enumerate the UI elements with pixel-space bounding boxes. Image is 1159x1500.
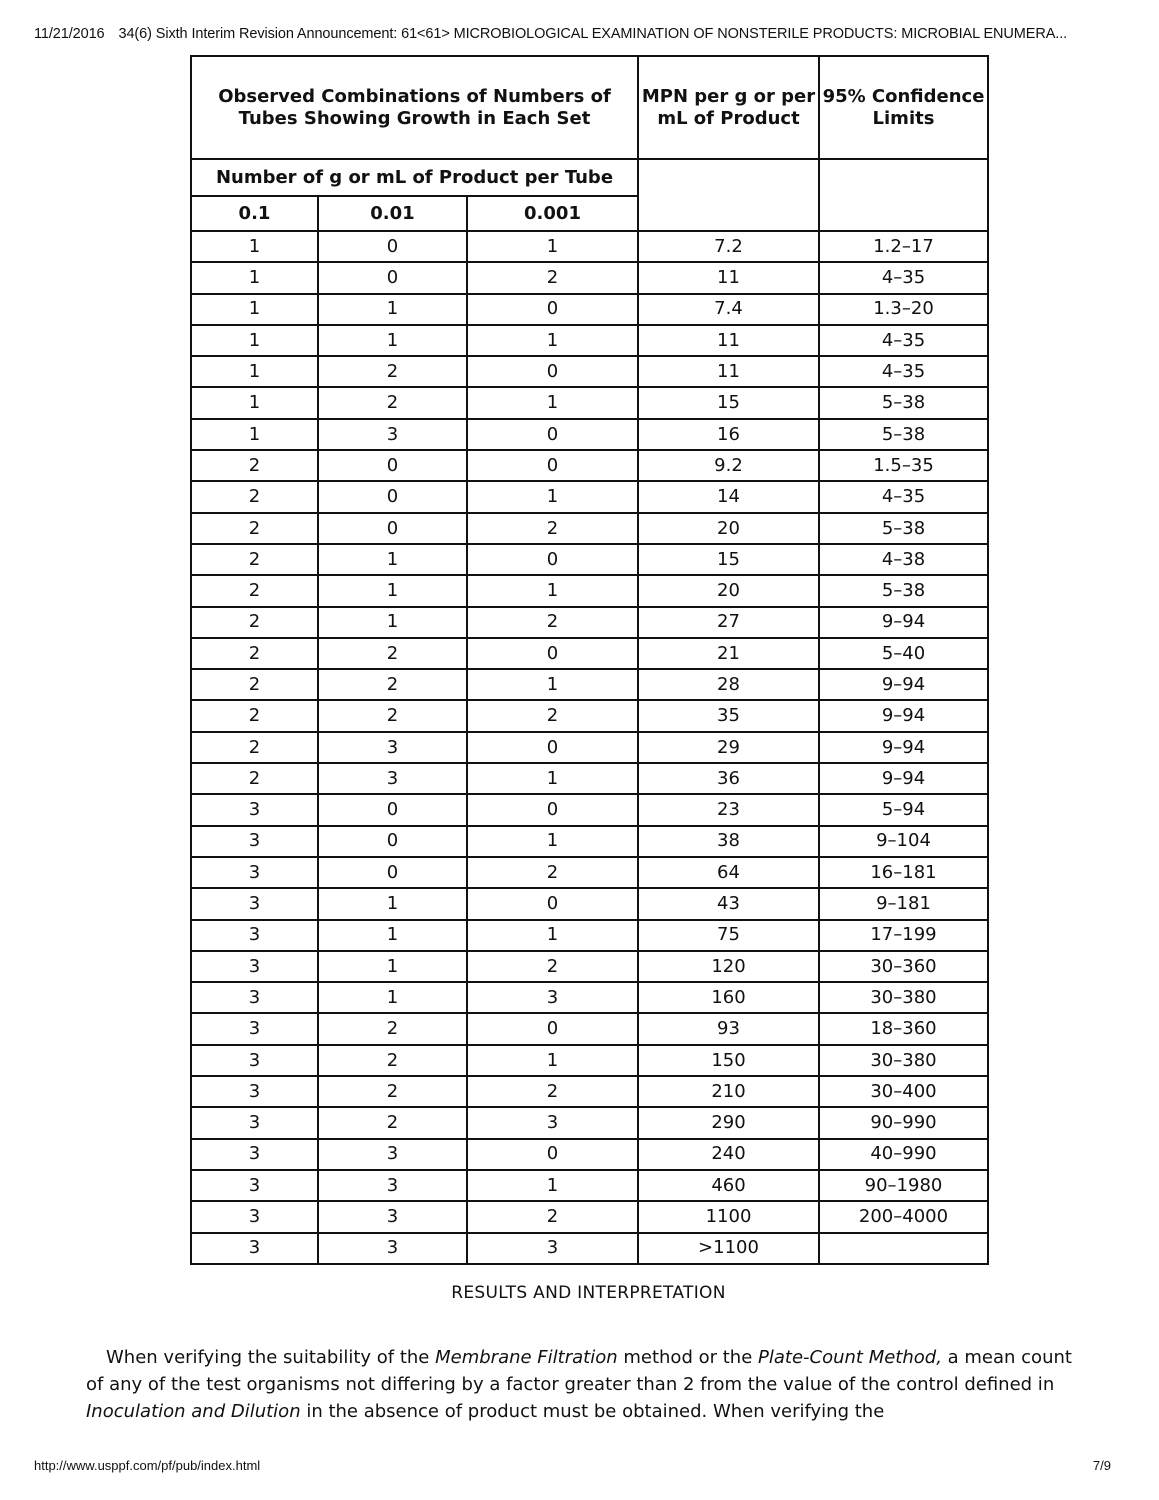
confidence-cell: 5–38 [819, 387, 988, 418]
paragraph-text: in the absence of product must be obtained. When verifying the [300, 1401, 885, 1422]
tubes-0-001-cell: 0 [467, 450, 638, 481]
tubes-0-01-cell: 3 [318, 1170, 467, 1201]
tubes-0-01-cell: 2 [318, 638, 467, 669]
mpn-cell: 120 [638, 951, 819, 982]
tubes-0-01-cell: 3 [318, 1139, 467, 1170]
table-row [191, 920, 988, 951]
table-row [191, 669, 988, 700]
tubes-0-1-cell: 2 [191, 481, 318, 512]
confidence-cell: 90–990 [819, 1107, 988, 1138]
tubes-0-001-cell: 1 [467, 325, 638, 356]
table-row [191, 575, 988, 606]
mpn-cell: 20 [638, 575, 819, 606]
mpn-cell: 20 [638, 513, 819, 544]
footer-url: http://www.usppf.com/pf/pub/index.html [34, 1458, 261, 1473]
tubes-0-1-cell: 3 [191, 1107, 318, 1138]
tubes-0-1-cell: 1 [191, 356, 318, 387]
col-header-0-01: 0.01 [318, 196, 467, 231]
confidence-limits-header: 95% Confidence Limits [819, 56, 988, 159]
mpn-cell: 150 [638, 1045, 819, 1076]
mpn-cell: >1100 [638, 1233, 819, 1264]
tubes-0-1-cell: 1 [191, 325, 318, 356]
mpn-cell: 28 [638, 669, 819, 700]
results-heading: RESULTS AND INTERPRETATION [451, 1283, 726, 1303]
tubes-0-1-cell: 2 [191, 669, 318, 700]
table-row [191, 638, 988, 669]
tubes-0-1-cell: 3 [191, 1013, 318, 1044]
confidence-cell: 1.3–20 [819, 294, 988, 325]
tubes-0-1-cell: 1 [191, 231, 318, 262]
tubes-0-01-cell: 1 [318, 920, 467, 951]
tubes-0-1-cell: 3 [191, 826, 318, 857]
tubes-0-001-cell: 1 [467, 1045, 638, 1076]
mpn-cell: 36 [638, 763, 819, 794]
tubes-0-01-cell: 1 [318, 982, 467, 1013]
mpn-cell: 7.2 [638, 231, 819, 262]
mpn-cell: 15 [638, 544, 819, 575]
mpn-cell: 11 [638, 262, 819, 293]
table-row [191, 1233, 988, 1264]
tubes-0-001-cell: 0 [467, 638, 638, 669]
mpn-cell: 38 [638, 826, 819, 857]
tubes-0-01-cell: 3 [318, 1233, 467, 1264]
mpn-cell: 240 [638, 1139, 819, 1170]
mpn-cell: 7.4 [638, 294, 819, 325]
table-row [191, 1139, 988, 1170]
table-row [191, 262, 988, 293]
tubes-0-001-cell: 1 [467, 669, 638, 700]
confidence-cell: 5–94 [819, 794, 988, 825]
tubes-0-001-cell: 2 [467, 700, 638, 731]
tubes-0-1-cell: 2 [191, 450, 318, 481]
tubes-0-1-cell: 3 [191, 1139, 318, 1170]
tubes-0-001-cell: 0 [467, 732, 638, 763]
tubes-0-01-cell: 1 [318, 888, 467, 919]
print-title: 34(6) Sixth Interim Revision Announcement: 61<61> MICROBIOLOGICAL EXAMINATION OF NONSTERILE PRODUCTS: MICROBIAL ENUMERA... [118, 26, 1068, 42]
section-ref-inoculation: Inoculation and Dilution [86, 1401, 301, 1422]
mpn-cell: 210 [638, 1076, 819, 1107]
tubes-0-01-cell: 3 [318, 732, 467, 763]
col-header-0-1: 0.1 [191, 196, 318, 231]
tubes-0-1-cell: 1 [191, 294, 318, 325]
confidence-cell: 30–360 [819, 951, 988, 982]
tubes-0-01-cell: 0 [318, 231, 467, 262]
tubes-0-001-cell: 2 [467, 1076, 638, 1107]
confidence-cell [819, 1233, 988, 1264]
confidence-cell: 4–35 [819, 481, 988, 512]
tubes-0-001-cell: 3 [467, 982, 638, 1013]
confidence-cell: 9–104 [819, 826, 988, 857]
tubes-0-01-cell: 1 [318, 544, 467, 575]
tubes-0-01-cell: 1 [318, 325, 467, 356]
table-row [191, 1013, 988, 1044]
confidence-cell: 30–380 [819, 982, 988, 1013]
mpn-table-body [191, 231, 988, 1264]
table-row [191, 700, 988, 731]
table-row [191, 1045, 988, 1076]
mpn-cell: 93 [638, 1013, 819, 1044]
tubes-0-001-cell: 2 [467, 513, 638, 544]
mpn-cell: 1100 [638, 1201, 819, 1232]
tubes-0-1-cell: 3 [191, 1076, 318, 1107]
tubes-0-001-cell: 3 [467, 1233, 638, 1264]
tubes-0-01-cell: 0 [318, 826, 467, 857]
col-header-0-001: 0.001 [467, 196, 638, 231]
tubes-0-001-cell: 1 [467, 481, 638, 512]
mpn-cell: 35 [638, 700, 819, 731]
confidence-cell: 30–400 [819, 1076, 988, 1107]
table-row [191, 481, 988, 512]
paragraph-text: method or the [617, 1347, 758, 1368]
confidence-cell: 5–40 [819, 638, 988, 669]
tubes-0-001-cell: 2 [467, 857, 638, 888]
tubes-0-01-cell: 2 [318, 1045, 467, 1076]
confidence-cell: 9–181 [819, 888, 988, 919]
table-row [191, 325, 988, 356]
tubes-0-1-cell: 3 [191, 1170, 318, 1201]
tubes-0-01-cell: 0 [318, 857, 467, 888]
tubes-0-001-cell: 1 [467, 1170, 638, 1201]
tubes-0-01-cell: 2 [318, 669, 467, 700]
tubes-0-1-cell: 1 [191, 262, 318, 293]
table-row [191, 763, 988, 794]
tubes-0-01-cell: 1 [318, 575, 467, 606]
results-paragraph [86, 1344, 1086, 1425]
mpn-cell: 23 [638, 794, 819, 825]
confidence-cell: 9–94 [819, 700, 988, 731]
tubes-0-1-cell: 2 [191, 544, 318, 575]
tubes-0-001-cell: 0 [467, 1139, 638, 1170]
mpn-header: MPN per g or per mL of Product [638, 56, 819, 159]
table-row [191, 732, 988, 763]
tubes-0-01-cell: 3 [318, 419, 467, 450]
mpn-cell: 15 [638, 387, 819, 418]
table-row [191, 1201, 988, 1232]
tubes-0-1-cell: 2 [191, 700, 318, 731]
table-row [191, 951, 988, 982]
tubes-0-1-cell: 3 [191, 1201, 318, 1232]
tubes-0-001-cell: 0 [467, 1013, 638, 1044]
table-row [191, 544, 988, 575]
tubes-0-001-cell: 0 [467, 544, 638, 575]
tubes-0-001-cell: 0 [467, 794, 638, 825]
print-header [34, 26, 1134, 42]
product-per-tube-header: Number of g or mL of Product per Tube [191, 159, 638, 196]
confidence-subheader-empty [819, 159, 988, 231]
mpn-cell: 460 [638, 1170, 819, 1201]
table-row [191, 356, 988, 387]
tubes-0-01-cell: 2 [318, 1076, 467, 1107]
mpn-cell: 75 [638, 920, 819, 951]
table-row [191, 982, 988, 1013]
tubes-0-01-cell: 2 [318, 1107, 467, 1138]
paragraph-text: a mean count of any of the test organisms not differing by a factor greater than 2 from the value of the control defined in [86, 1347, 1072, 1395]
tubes-0-001-cell: 1 [467, 387, 638, 418]
tubes-0-001-cell: 0 [467, 294, 638, 325]
table-row [191, 231, 988, 262]
mpn-cell: 43 [638, 888, 819, 919]
tubes-0-01-cell: 2 [318, 387, 467, 418]
tubes-0-1-cell: 2 [191, 607, 318, 638]
tubes-0-1-cell: 2 [191, 763, 318, 794]
table-row [191, 607, 988, 638]
table-row [191, 857, 988, 888]
confidence-cell: 9–94 [819, 732, 988, 763]
table-row [191, 794, 988, 825]
confidence-cell: 1.5–35 [819, 450, 988, 481]
tubes-0-001-cell: 3 [467, 1107, 638, 1138]
table-row [191, 1076, 988, 1107]
tubes-0-1-cell: 1 [191, 387, 318, 418]
tubes-0-001-cell: 2 [467, 262, 638, 293]
table-row [191, 888, 988, 919]
tubes-0-001-cell: 1 [467, 763, 638, 794]
table-row [191, 1107, 988, 1138]
confidence-cell: 4–35 [819, 356, 988, 387]
tubes-0-1-cell: 3 [191, 857, 318, 888]
confidence-cell: 9–94 [819, 763, 988, 794]
confidence-cell: 200–4000 [819, 1201, 988, 1232]
mpn-cell: 16 [638, 419, 819, 450]
confidence-cell: 18–360 [819, 1013, 988, 1044]
tubes-0-001-cell: 0 [467, 888, 638, 919]
tubes-0-01-cell: 2 [318, 1013, 467, 1044]
confidence-cell: 4–38 [819, 544, 988, 575]
tubes-0-1-cell: 3 [191, 1233, 318, 1264]
tubes-0-01-cell: 1 [318, 294, 467, 325]
tubes-0-001-cell: 1 [467, 920, 638, 951]
mpn-cell: 21 [638, 638, 819, 669]
paragraph-text: When verifying the suitability of the [106, 1347, 436, 1368]
tubes-0-01-cell: 0 [318, 481, 467, 512]
tubes-0-1-cell: 3 [191, 1045, 318, 1076]
table-row [191, 513, 988, 544]
table-row [191, 419, 988, 450]
confidence-cell: 4–35 [819, 325, 988, 356]
tubes-0-01-cell: 3 [318, 763, 467, 794]
tubes-0-1-cell: 2 [191, 513, 318, 544]
confidence-cell: 30–380 [819, 1045, 988, 1076]
table-row [191, 826, 988, 857]
tubes-0-01-cell: 2 [318, 700, 467, 731]
confidence-cell: 1.2–17 [819, 231, 988, 262]
table-row [191, 387, 988, 418]
mpn-cell: 29 [638, 732, 819, 763]
tubes-0-001-cell: 2 [467, 607, 638, 638]
tubes-0-1-cell: 3 [191, 794, 318, 825]
table-row [191, 1170, 988, 1201]
tubes-0-1-cell: 3 [191, 982, 318, 1013]
tubes-0-01-cell: 2 [318, 356, 467, 387]
tubes-0-001-cell: 0 [467, 419, 638, 450]
mpn-subheader-empty [638, 159, 819, 231]
tubes-0-1-cell: 3 [191, 920, 318, 951]
tubes-0-001-cell: 2 [467, 1201, 638, 1232]
mpn-cell: 11 [638, 325, 819, 356]
table-row [191, 294, 988, 325]
tubes-0-1-cell: 2 [191, 638, 318, 669]
confidence-cell: 9–94 [819, 669, 988, 700]
mpn-cell: 290 [638, 1107, 819, 1138]
mpn-cell: 14 [638, 481, 819, 512]
tubes-0-1-cell: 1 [191, 419, 318, 450]
confidence-cell: 90–1980 [819, 1170, 988, 1201]
tubes-0-001-cell: 1 [467, 826, 638, 857]
mpn-cell: 9.2 [638, 450, 819, 481]
method-name-membrane: Membrane Filtration [435, 1347, 618, 1368]
confidence-cell: 5–38 [819, 419, 988, 450]
tubes-0-001-cell: 0 [467, 356, 638, 387]
mpn-table [190, 55, 989, 1265]
mpn-cell: 27 [638, 607, 819, 638]
tubes-0-001-cell: 2 [467, 951, 638, 982]
observed-combinations-header: Observed Combinations of Numbers of Tubes Showing Growth in Each Set [191, 56, 638, 159]
confidence-cell: 4–35 [819, 262, 988, 293]
tubes-0-1-cell: 3 [191, 888, 318, 919]
confidence-cell: 9–94 [819, 607, 988, 638]
confidence-cell: 16–181 [819, 857, 988, 888]
tubes-0-01-cell: 0 [318, 262, 467, 293]
confidence-cell: 5–38 [819, 513, 988, 544]
confidence-cell: 17–199 [819, 920, 988, 951]
mpn-cell: 64 [638, 857, 819, 888]
tubes-0-1-cell: 3 [191, 951, 318, 982]
mpn-cell: 11 [638, 356, 819, 387]
table-row [191, 450, 988, 481]
tubes-0-01-cell: 0 [318, 794, 467, 825]
tubes-0-01-cell: 0 [318, 513, 467, 544]
confidence-cell: 5–38 [819, 575, 988, 606]
tubes-0-1-cell: 2 [191, 732, 318, 763]
footer-page-number: 7/9 [1092, 1458, 1111, 1473]
mpn-cell: 160 [638, 982, 819, 1013]
tubes-0-01-cell: 0 [318, 450, 467, 481]
tubes-0-01-cell: 3 [318, 1201, 467, 1232]
tubes-0-001-cell: 1 [467, 575, 638, 606]
tubes-0-01-cell: 1 [318, 607, 467, 638]
tubes-0-1-cell: 2 [191, 575, 318, 606]
tubes-0-01-cell: 1 [318, 951, 467, 982]
confidence-cell: 40–990 [819, 1139, 988, 1170]
tubes-0-001-cell: 1 [467, 231, 638, 262]
method-name-plate-count: Plate-Count Method, [758, 1347, 942, 1368]
print-date: 11/21/2016 [34, 26, 105, 42]
